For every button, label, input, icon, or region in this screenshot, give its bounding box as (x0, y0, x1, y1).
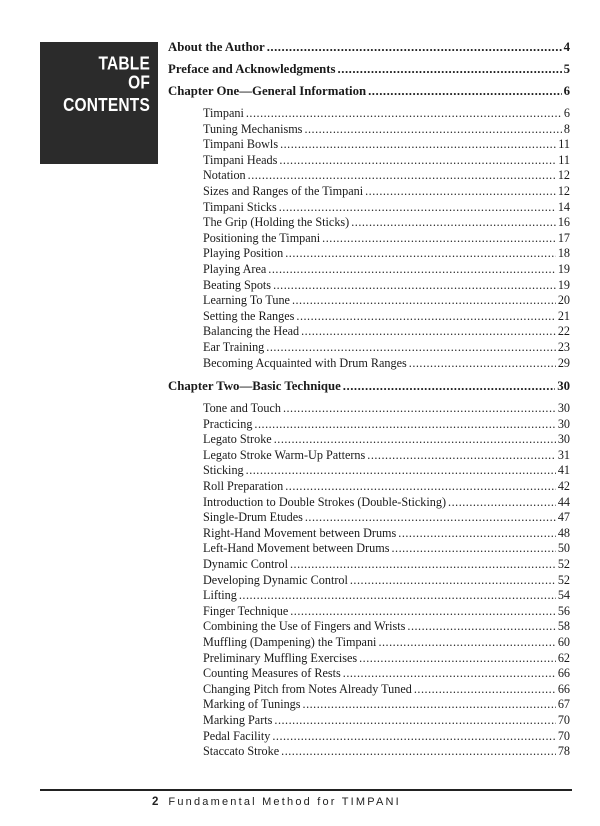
toc-entry-label: Playing Position (203, 246, 284, 261)
toc-dot-leader (285, 246, 556, 261)
toc-entry-page: 60 (557, 635, 570, 649)
toc-dot-leader (281, 744, 556, 759)
toc-dot-leader (290, 604, 556, 619)
book-title: Fundamental Method for TIMPANI (168, 796, 401, 808)
table-of-contents (168, 40, 570, 760)
toc-section-entry (168, 697, 570, 713)
toc-chapter-entry (168, 379, 570, 401)
toc-dot-leader (290, 557, 556, 572)
toc-dot-leader (274, 432, 556, 447)
toc-section-entry (168, 604, 570, 620)
toc-entry-label: Learning To Tune (203, 293, 290, 308)
toc-entry-label: Finger Technique (203, 603, 289, 618)
toc-dot-leader (280, 137, 556, 152)
toc-dot-leader (368, 84, 561, 99)
toc-entry-label: Sizes and Ranges of the Timpani (203, 183, 364, 198)
toc-dot-leader (351, 215, 556, 230)
toc-entry-label: Marking of Tunings (203, 697, 301, 712)
toc-dot-leader (378, 635, 555, 650)
toc-section-entry (168, 635, 570, 651)
toc-entry-page: 52 (557, 572, 570, 587)
toc-section-entry (168, 340, 570, 356)
toc-entry-page: 16 (557, 215, 570, 230)
toc-entry-page: 30 (557, 401, 570, 416)
toc-dot-leader (279, 153, 556, 168)
toc-section-entry (168, 417, 570, 433)
toc-section-entry (168, 682, 570, 698)
toc-dot-leader (414, 682, 556, 697)
toc-entry-label: Timpani (203, 106, 244, 120)
toc-entry-page: 11 (558, 137, 570, 152)
toc-entry-label: Preface and Acknowledgments (168, 62, 336, 76)
toc-section-entry (168, 324, 570, 340)
toc-entry-label: Changing Pitch from Notes Already Tuned (203, 681, 412, 696)
toc-entry-label: The Grip (Holding the Sticks) (203, 215, 350, 230)
toc-section-entry (168, 541, 570, 557)
toc-entry-page: 42 (557, 479, 570, 494)
toc-section-entry (168, 573, 570, 589)
toc-entry-label: Chapter One—General Information (168, 84, 367, 98)
toc-entry-page: 70 (557, 712, 570, 727)
toc-entry-page: 11 (558, 152, 570, 167)
toc-entry-page: 23 (557, 339, 570, 354)
toc-section-entry (168, 293, 570, 309)
toc-entry-label: Timpani Heads (203, 152, 278, 167)
toc-entry-label: Right-Hand Movement between Drums (203, 525, 397, 540)
toc-entry-page: 52 (557, 557, 570, 572)
toc-entry-page: 30 (557, 432, 570, 447)
toc-dot-leader (409, 356, 556, 371)
toc-section-entry (168, 262, 570, 278)
toc-heading-line-1: TABLE (98, 54, 150, 75)
toc-entry-label: Dynamic Control (203, 557, 288, 572)
toc-entry-label: Single-Drum Etudes (203, 510, 303, 525)
toc-dot-leader (285, 479, 556, 494)
toc-chapter-entry (168, 62, 570, 84)
toc-section-entry (168, 557, 570, 573)
toc-dot-leader (304, 122, 561, 137)
toc-entry-page: 41 (557, 463, 570, 478)
toc-entry-page: 6 (563, 106, 570, 120)
toc-dot-leader (279, 200, 556, 215)
toc-heading-line-2: OF CONTENTS (63, 73, 150, 116)
toc-dot-leader (272, 729, 555, 744)
toc-entry-page: 58 (557, 619, 570, 634)
toc-entry-label: Left-Hand Movement between Drums (203, 541, 390, 556)
toc-section-entry (168, 184, 570, 200)
toc-section-entry (168, 137, 570, 153)
toc-dot-leader (301, 324, 556, 339)
toc-entry-label: About the Author (168, 40, 265, 54)
toc-section-entry (168, 666, 570, 682)
toc-entry-page: 48 (557, 525, 570, 540)
toc-section-entry (168, 744, 570, 760)
toc-section-entry (168, 526, 570, 542)
toc-heading-box (40, 42, 158, 164)
toc-entry-label: Sticking (203, 463, 244, 478)
toc-dot-leader (292, 293, 556, 308)
toc-section-entry (168, 106, 570, 122)
toc-entry-label: Playing Area (203, 261, 267, 276)
toc-entry-page: 21 (557, 308, 570, 323)
toc-dot-leader (338, 62, 562, 77)
toc-dot-leader (246, 463, 556, 478)
toc-entry-page: 17 (557, 230, 570, 245)
toc-dot-leader (322, 231, 556, 246)
toc-section-entry (168, 479, 570, 495)
toc-dot-leader (305, 510, 556, 525)
toc-dot-leader (391, 541, 555, 556)
toc-section-entry (168, 153, 570, 169)
toc-entry-page: 56 (557, 603, 570, 618)
toc-entry-label: Introduction to Double Strokes (Double-Sticking) (203, 494, 447, 509)
toc-section-entry (168, 588, 570, 604)
toc-entry-page: 66 (557, 666, 570, 681)
toc-entry-label: Beating Spots (203, 277, 272, 292)
toc-entry-label: Balancing the Head (203, 324, 300, 339)
toc-dot-leader (296, 309, 555, 324)
toc-entry-label: Ear Training (203, 339, 265, 354)
toc-entry-label: Combining the Use of Fingers and Wrists (203, 619, 406, 634)
toc-section-entry (168, 401, 570, 417)
toc-dot-leader (350, 573, 556, 588)
toc-dot-leader (343, 666, 556, 681)
toc-dot-leader (398, 526, 556, 541)
toc-section-entry (168, 463, 570, 479)
toc-dot-leader (365, 184, 556, 199)
toc-entry-page: 78 (557, 744, 570, 759)
toc-entry-page: 4 (563, 40, 570, 54)
toc-entry-page: 70 (557, 728, 570, 743)
page-footer (152, 796, 401, 808)
toc-entry-label: Legato Stroke (203, 432, 272, 447)
toc-dot-leader (267, 40, 562, 55)
toc-entry-page: 12 (557, 168, 570, 183)
toc-section-entry (168, 448, 570, 464)
toc-dot-leader (273, 278, 556, 293)
toc-chapter-entry (168, 84, 570, 106)
toc-entry-label: Positioning the Timpani (203, 230, 321, 245)
footer-rule (40, 789, 572, 791)
toc-section-entry (168, 619, 570, 635)
toc-entry-page: 31 (557, 447, 570, 462)
toc-entry-page: 67 (557, 697, 570, 712)
toc-section-entry (168, 231, 570, 247)
toc-entry-page: 29 (557, 355, 570, 370)
toc-dot-leader (246, 106, 562, 121)
toc-entry-label: Timpani Bowls (203, 137, 279, 152)
toc-section-entry (168, 356, 570, 372)
page-number: 2 (152, 796, 159, 808)
toc-entry-page: 5 (563, 62, 570, 76)
toc-entry-page: 22 (557, 324, 570, 339)
toc-section-entry (168, 309, 570, 325)
toc-entry-label: Lifting (203, 588, 237, 603)
toc-section-entry (168, 651, 570, 667)
toc-section-entry (168, 495, 570, 511)
toc-entry-label: Tone and Touch (203, 401, 281, 416)
toc-section-entry (168, 729, 570, 745)
toc-entry-page: 30 (557, 416, 570, 431)
toc-entry-page: 47 (557, 510, 570, 525)
toc-entry-label: Becoming Acquainted with Drum Ranges (203, 355, 407, 370)
toc-dot-leader (367, 448, 556, 463)
toc-entry-label: Pedal Facility (203, 728, 271, 743)
toc-entry-page: 20 (557, 293, 570, 308)
toc-entry-page: 44 (557, 494, 570, 509)
toc-dot-leader (343, 379, 555, 394)
toc-entry-page: 8 (563, 121, 570, 136)
toc-dot-leader (239, 588, 556, 603)
toc-chapter-entry (168, 40, 570, 62)
toc-entry-page: 66 (557, 681, 570, 696)
toc-entry-label: Legato Stroke Warm-Up Patterns (203, 447, 366, 462)
toc-section-entry (168, 278, 570, 294)
toc-entry-page: 19 (557, 277, 570, 292)
toc-entry-label: Marking Parts (203, 712, 273, 727)
toc-dot-leader (266, 340, 556, 355)
toc-section-entry (168, 215, 570, 231)
toc-entry-page: 62 (557, 650, 570, 665)
toc-dot-leader (407, 619, 555, 634)
toc-dot-leader (254, 417, 555, 432)
toc-section-entry (168, 122, 570, 138)
toc-entry-page: 50 (557, 541, 570, 556)
toc-entry-label: Setting the Ranges (203, 308, 295, 323)
toc-entry-label: Tuning Mechanisms (203, 121, 303, 136)
toc-entry-page: 54 (557, 588, 570, 603)
toc-entry-page: 12 (557, 183, 570, 198)
toc-dot-leader (268, 262, 556, 277)
toc-dot-leader (283, 401, 556, 416)
toc-entry-label: Notation (203, 168, 246, 183)
toc-section-entry (168, 168, 570, 184)
toc-entry-label: Timpani Sticks (203, 199, 277, 214)
toc-section-entry (168, 432, 570, 448)
toc-section-entry (168, 510, 570, 526)
toc-entry-page: 14 (557, 199, 570, 214)
toc-section-entry (168, 246, 570, 262)
toc-dot-leader (359, 651, 556, 666)
toc-entry-page: 18 (557, 246, 570, 261)
toc-dot-leader (448, 495, 556, 510)
toc-section-entry (168, 200, 570, 216)
toc-section-entry (168, 713, 570, 729)
toc-entry-label: Preliminary Muffling Exercises (203, 650, 358, 665)
toc-dot-leader (274, 713, 555, 728)
toc-entry-label: Developing Dynamic Control (203, 572, 348, 587)
toc-dot-leader (248, 168, 556, 183)
toc-entry-label: Chapter Two—Basic Technique (168, 379, 341, 394)
toc-entry-label: Practicing (203, 416, 253, 431)
toc-entry-page: 6 (563, 84, 570, 98)
toc-entry-page: 30 (557, 379, 570, 394)
toc-entry-label: Muffling (Dampening) the Timpani (203, 635, 377, 649)
toc-dot-leader (303, 697, 556, 712)
toc-entry-label: Counting Measures of Rests (203, 666, 341, 681)
toc-entry-page: 19 (557, 261, 570, 276)
toc-entry-label: Roll Preparation (203, 479, 284, 494)
toc-entry-label: Staccato Stroke (203, 744, 280, 759)
